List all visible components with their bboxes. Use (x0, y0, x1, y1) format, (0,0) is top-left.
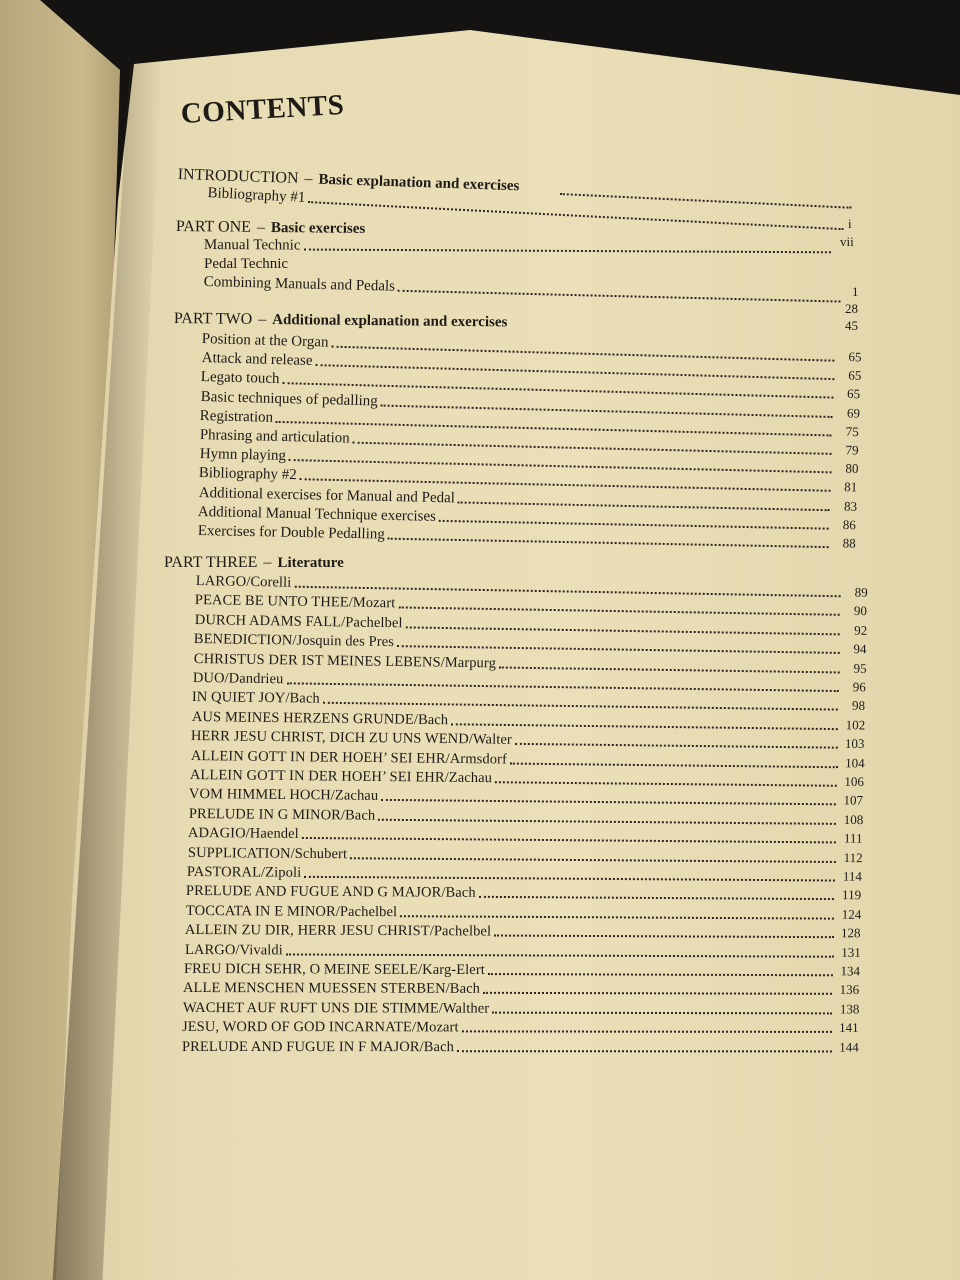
leader-dots (494, 932, 833, 939)
entry-label: AUS MEINES HERZENS GRUNDE/Bach (191, 708, 449, 729)
entry-label: Attack and release (201, 350, 313, 370)
page-number: 136 (840, 982, 860, 998)
page-number: 138 (839, 1001, 860, 1017)
page-number: 1 (852, 284, 859, 299)
entry-label: WACHET AUF RUFT UNS DIE STIMME/Walther (182, 999, 489, 1017)
entry-label: PRELUDE AND FUGUE IN F MAJOR/Bach (181, 1038, 454, 1055)
leader-dots (515, 740, 838, 749)
leader-dots (498, 663, 839, 673)
leader-dots (397, 642, 839, 654)
entry-label: PRELUDE IN G MINOR/Bach (188, 805, 376, 824)
entry-label: FREU DICH SEHR, O MEINE SEELE/Karg-Elert (183, 961, 485, 979)
page-number: 106 (844, 773, 864, 790)
page-number: 80 (844, 460, 859, 477)
leader-dots (399, 604, 841, 616)
entry-label: DUO/Dandrieu (192, 669, 284, 688)
toc-entry[interactable] (185, 921, 861, 942)
entry-label: Manual Technic (203, 236, 301, 254)
entry-label: PRELUDE AND FUGUE AND G MAJOR/Bach (186, 883, 477, 902)
page-number: 65 (848, 349, 862, 365)
entry-label: Bibliography #1 (207, 184, 306, 206)
section-part-one (176, 218, 366, 238)
toc-entry[interactable] (182, 1018, 859, 1037)
leader-dots (302, 834, 836, 843)
entry-label: Additional exercises for Manual and Pedal (198, 484, 455, 506)
page-number: 141 (839, 1020, 859, 1036)
entry-label: DURCH ADAMS FALL/Pachelbel (194, 611, 403, 632)
page-number: 69 (846, 404, 860, 421)
page-number: 104 (844, 754, 865, 771)
section-dash: – (304, 170, 313, 188)
page-number: 75 (845, 423, 860, 439)
page-number: 111 (844, 830, 863, 846)
toc-entry[interactable] (182, 1038, 859, 1056)
page-number: 83 (843, 498, 858, 514)
page-number: 119 (842, 887, 862, 903)
entry-label: ALLEIN ZU DIR, HERR JESU CHRIST/Pachelbel (185, 922, 492, 940)
leader-dots (303, 246, 830, 254)
entry-label: Registration (199, 407, 274, 426)
toc-entry[interactable] (204, 273, 844, 307)
page-number: vii (840, 234, 854, 249)
entry-label: ALLE MENSCHEN MUESSEN STERBEN/Bach (183, 980, 481, 998)
entry-label: LARGO/Vivaldi (184, 941, 283, 959)
page-number: 86 (843, 516, 857, 533)
leader-dots (285, 950, 833, 957)
page-number: i (848, 216, 852, 231)
entry-label: TOCCATA IN E MINOR/Pachelbel (185, 902, 397, 920)
page-number: 131 (840, 944, 861, 960)
entry-label: Legato touch (200, 369, 280, 388)
toc-entry[interactable] (204, 255, 384, 273)
leader-dots (462, 1028, 832, 1034)
leader-dots (382, 796, 837, 805)
leader-dots (388, 535, 829, 548)
page-number: 98 (852, 698, 866, 714)
leader-dots (479, 893, 834, 900)
page-number: 107 (843, 792, 864, 808)
page-title: CONTENTS (180, 88, 346, 130)
entry-label: IN QUIET JOY/Bach (192, 689, 321, 708)
leader-dots (398, 287, 841, 303)
toc-entry[interactable] (186, 882, 861, 904)
entry-label: CHRISTUS DER IST MEINES LEBENS/Marpurg (193, 650, 496, 672)
entry-label: Phrasing and articulation (199, 426, 350, 447)
toc-entry[interactable] (186, 902, 861, 924)
page-number: 65 (847, 367, 862, 384)
entry-label: ALLEIN GOTT IN DER HOEH’ SEI EHR/Zachau (189, 766, 493, 787)
page-number: 96 (852, 679, 866, 695)
leader-dots (304, 873, 835, 882)
entry-label: PASTORAL/Zipoli (186, 864, 302, 881)
section-dash: – (263, 554, 272, 571)
entry-label: Bibliography #2 (198, 465, 298, 484)
entry-label: Hymn playing (199, 446, 286, 465)
entry-label: ADAGIO/Haendel (188, 825, 300, 843)
entry-label: HERR JESU CHRIST, DICH ZU UNS WEND/Walter (190, 728, 513, 748)
page-number: 81 (844, 479, 858, 495)
entry-label: JESU, WORD OF GOD INCARNATE/Mozart (182, 1019, 459, 1036)
leader-dots (457, 1047, 832, 1052)
section-subtitle: Basic exercises (270, 219, 366, 237)
section-subtitle: Additional explanation and exercises (272, 312, 508, 331)
entry-label: Position at the Organ (201, 330, 329, 351)
section-part-three (164, 554, 344, 572)
entry-label: Exercises for Double Pedalling (197, 522, 385, 543)
entry-label: Combining Manuals and Pedals (203, 273, 396, 295)
toc-entry[interactable] (183, 999, 859, 1018)
entry-label: Basic techniques of pedalling (200, 388, 378, 410)
page-number: 144 (838, 1039, 859, 1055)
section-title: PART THREE (164, 554, 258, 571)
page-number: 108 (843, 811, 864, 827)
toc-entry[interactable] (183, 979, 859, 999)
section-part-two (174, 310, 508, 331)
page-number: 112 (843, 849, 863, 865)
page-number: 95 (853, 660, 867, 676)
section-title: INTRODUCTION (177, 166, 299, 187)
section-title: PART TWO (173, 310, 253, 328)
entry-label: VOM HIMMEL HOCH/Zachau (189, 786, 379, 805)
page-number: 124 (841, 906, 862, 922)
page-number: 45 (845, 318, 858, 333)
toc-entry[interactable] (184, 960, 860, 980)
page-number: 89 (854, 584, 868, 600)
page-number: 90 (854, 603, 868, 619)
leader-dots (509, 759, 837, 768)
leader-dots (350, 854, 836, 863)
leader-dots (451, 720, 838, 730)
entry-label: PEACE BE UNTO THEE/Mozart (195, 592, 396, 612)
entry-label: Pedal Technic (204, 256, 289, 272)
page-number: 134 (840, 963, 860, 979)
page-number: 92 (853, 622, 868, 638)
entry-label: Additional Manual Technique exercises (198, 503, 437, 525)
page-number: 94 (853, 641, 867, 657)
toc-entry[interactable] (185, 941, 861, 962)
leader-dots (495, 778, 837, 787)
section-title: PART ONE (175, 218, 252, 236)
leader-dots (378, 816, 836, 825)
page-number: 28 (845, 301, 858, 316)
leader-dots (488, 970, 833, 976)
leader-dots (400, 912, 834, 919)
page-number: 102 (845, 717, 866, 733)
leader-dots (323, 699, 838, 711)
entry-label: BENEDICTION/Josquin des Pres (193, 631, 395, 651)
page-number: 79 (845, 442, 859, 458)
page-number: 88 (842, 535, 856, 551)
leader-dots (483, 989, 832, 995)
page-number: 65 (847, 386, 861, 402)
leader-dots (492, 1008, 832, 1014)
page-number: 114 (842, 868, 862, 884)
entry-label: ALLEIN GOTT IN DER HOEH’ SEI EHR/Armsdorf (190, 747, 507, 768)
page-number: 103 (845, 735, 865, 752)
section-subtitle: Basic explanation and exercises (318, 171, 520, 195)
page-number: 128 (841, 925, 861, 941)
entry-label: SUPPLICATION/Schubert (187, 844, 347, 862)
entry-label: LARGO/Corelli (195, 572, 292, 591)
section-dash: – (256, 218, 266, 236)
section-dash: – (258, 310, 267, 328)
section-subtitle: Literature (277, 555, 344, 571)
